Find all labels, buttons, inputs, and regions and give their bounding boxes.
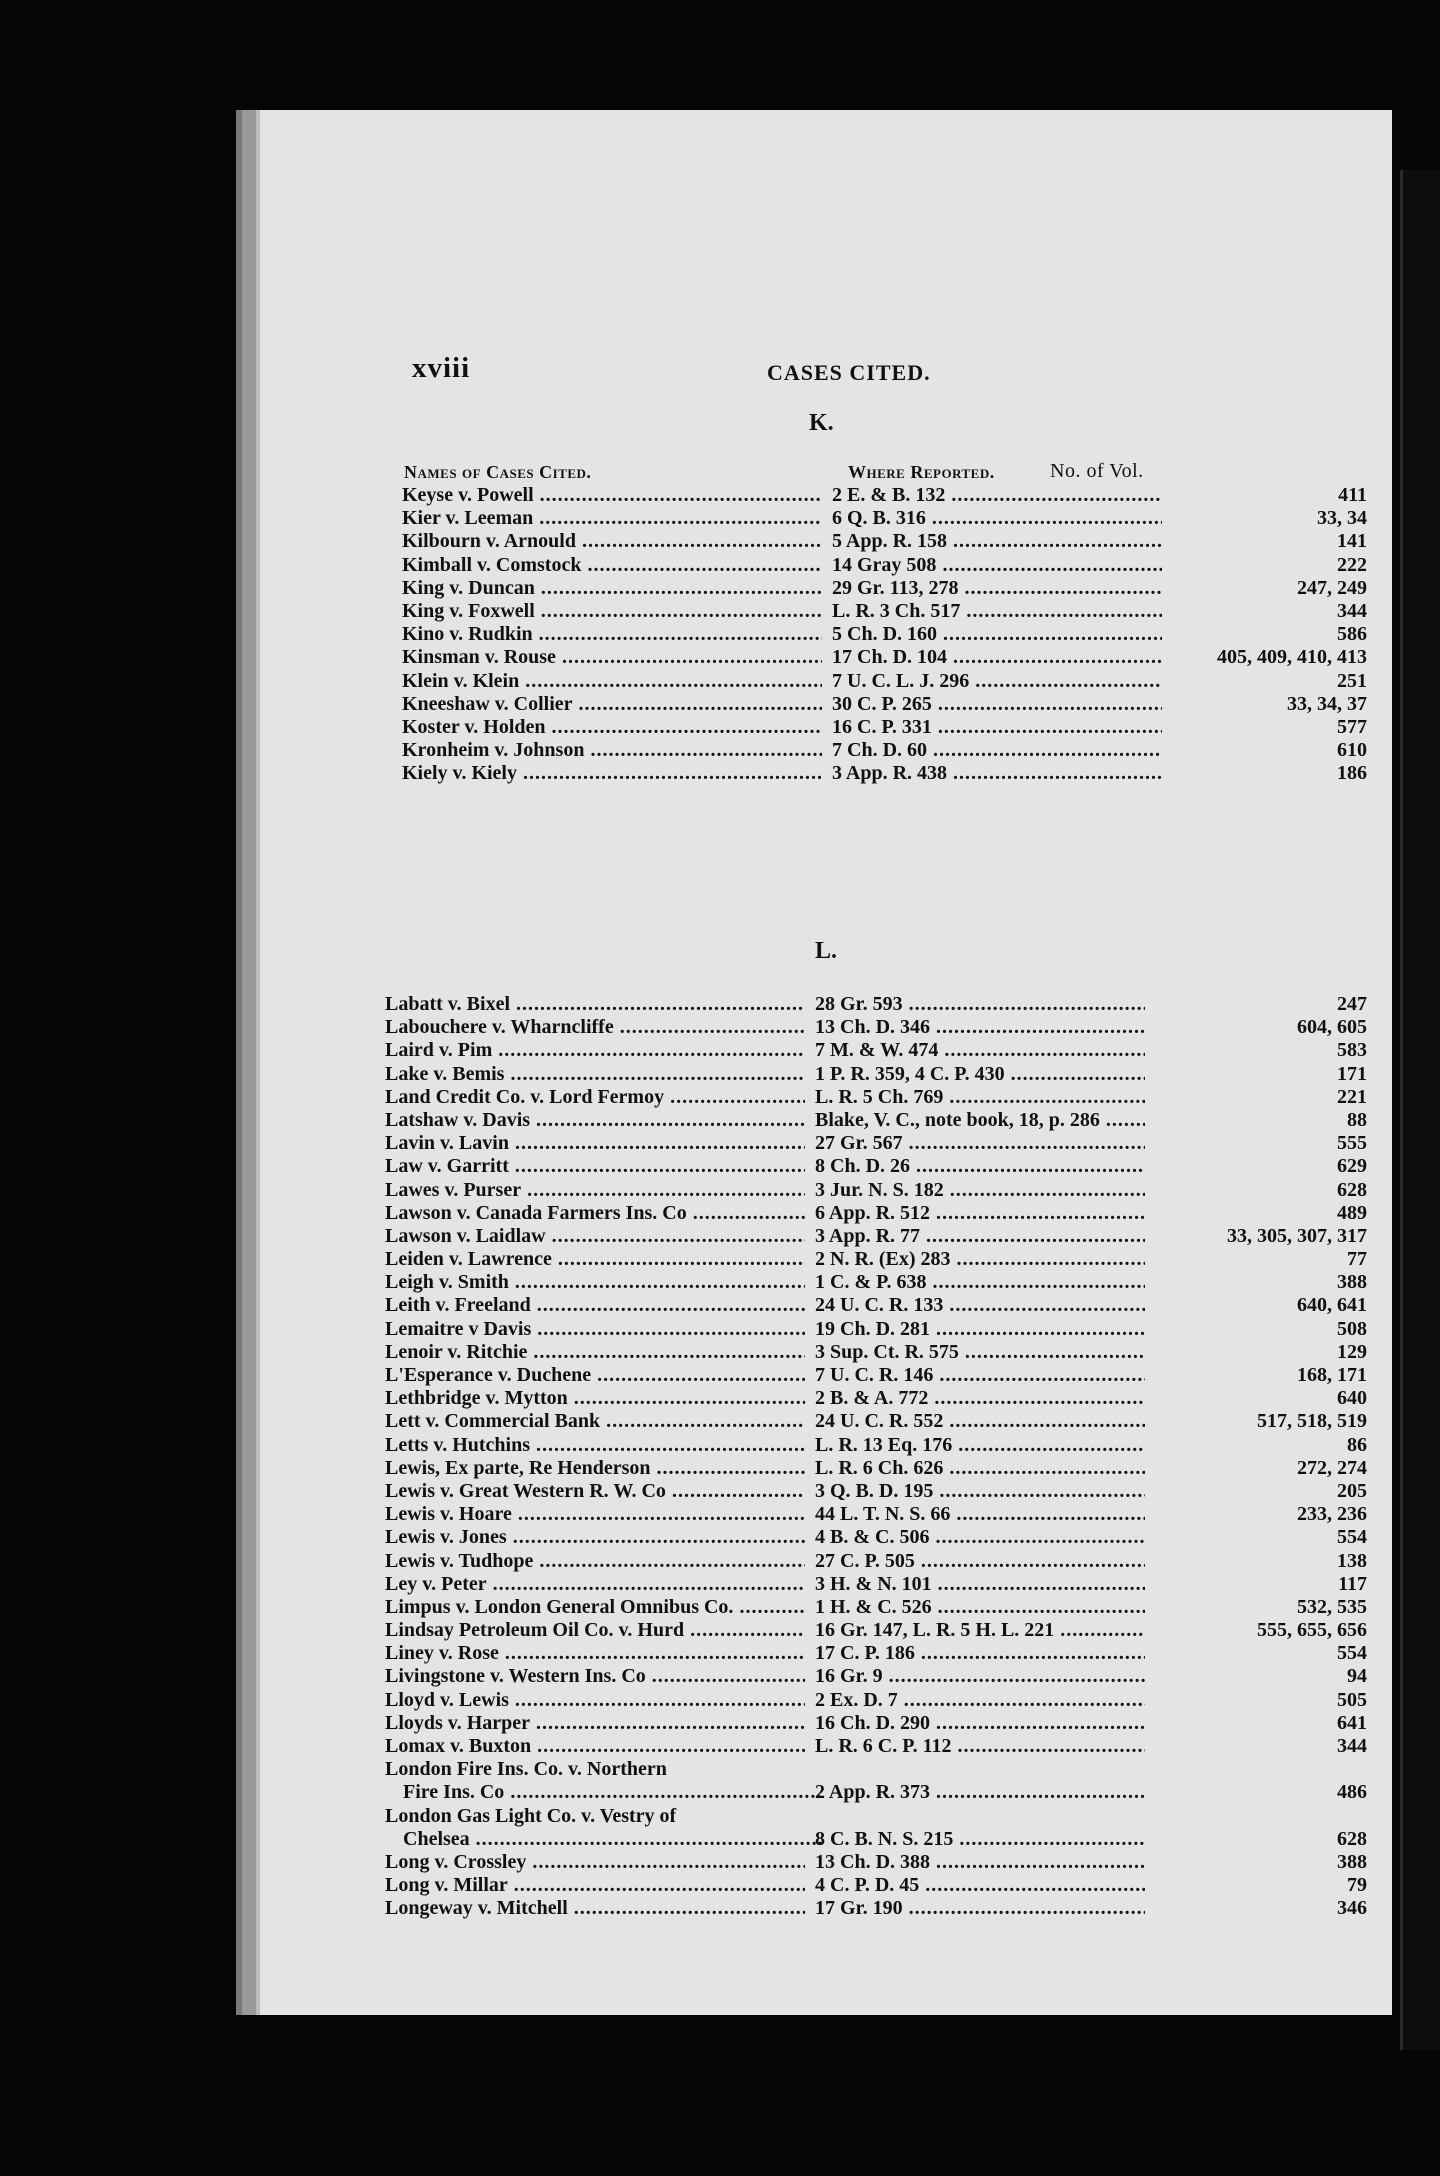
- volume-number: 388: [1337, 1850, 1367, 1873]
- volume-number: 205: [1337, 1479, 1367, 1502]
- where-reported: 16 Gr. 9 .....: [815, 1665, 1145, 1688]
- volume-number: 221: [1337, 1085, 1367, 1108]
- case-name: Kier v. Leeman .....: [402, 507, 822, 530]
- case-name: Kiely v. Kiely .....: [402, 762, 822, 785]
- case-name: Lewis v. Jones .....: [385, 1526, 805, 1549]
- running-title: CASES CITED.: [767, 360, 931, 385]
- running-head: [242, 352, 1392, 392]
- volume-number: 168, 171: [1297, 1364, 1367, 1386]
- table-row: [385, 1434, 1367, 1457]
- where-reported: 2 B. & A. 772 .....: [815, 1387, 1145, 1410]
- volume-number: 77: [1347, 1248, 1367, 1271]
- table-row: [385, 1758, 1367, 1781]
- table-row: [385, 1155, 1367, 1178]
- case-name: Liney v. Rose .....: [385, 1642, 805, 1665]
- table-row: [385, 1039, 1367, 1062]
- where-reported: L. R. 6 C. P. 112 .....: [815, 1735, 1145, 1758]
- where-reported: 2 App. R. 373 .....: [815, 1781, 1145, 1804]
- table-row: [402, 554, 1367, 577]
- volume-number: 344: [1337, 599, 1367, 622]
- case-name: Lavin v. Lavin .....: [385, 1132, 805, 1155]
- case-name: Lawson v. Canada Farmers Ins. Co .....: [385, 1202, 805, 1225]
- volume-number: 508: [1337, 1317, 1367, 1340]
- table-row: [385, 1364, 1367, 1387]
- case-name: Lenoir v. Ritchie .....: [385, 1341, 805, 1364]
- adjacent-page-edge: [1400, 170, 1440, 2050]
- case-name: Lewis v. Tudhope .....: [385, 1550, 805, 1573]
- where-reported: 3 H. & N. 101 .....: [815, 1573, 1145, 1596]
- volume-number: 141: [1337, 530, 1367, 553]
- where-reported: 1 H. & C. 526 .....: [815, 1596, 1145, 1619]
- table-row: [402, 646, 1367, 669]
- where-reported: 6 App. R. 512 .....: [815, 1202, 1145, 1225]
- volume-number: 186: [1337, 762, 1367, 785]
- volume-number: 628: [1337, 1827, 1367, 1850]
- case-name: Latshaw v. Davis .....: [385, 1109, 805, 1132]
- volume-number: 604, 605: [1297, 1016, 1367, 1039]
- table-row: [385, 1735, 1367, 1758]
- case-name: King v. Foxwell .....: [402, 600, 822, 623]
- case-name: Klein v. Klein .....: [402, 670, 822, 693]
- table-row: [385, 1132, 1367, 1155]
- table-row: [385, 1341, 1367, 1364]
- volume-number: 346: [1337, 1897, 1367, 1920]
- where-reported: L. R. 5 Ch. 769 .....: [815, 1086, 1145, 1109]
- volume-number: 272, 274: [1297, 1456, 1367, 1479]
- case-name: Lake v. Bemis .....: [385, 1063, 805, 1086]
- volume-number: 517, 518, 519: [1257, 1410, 1367, 1433]
- table-row: [385, 1526, 1367, 1549]
- volume-number: 88: [1347, 1108, 1367, 1131]
- case-name: Lloyd v. Lewis .....: [385, 1689, 805, 1712]
- table-row: [385, 1387, 1367, 1410]
- table-row: [385, 1851, 1367, 1874]
- case-name: Kilbourn v. Arnould .....: [402, 530, 822, 553]
- table-row: [385, 1294, 1367, 1317]
- case-name: Lomax v. Buxton .....: [385, 1735, 805, 1758]
- volume-number: 251: [1337, 669, 1367, 692]
- case-name: Lindsay Petroleum Oil Co. v. Hurd .....: [385, 1619, 805, 1642]
- where-reported: 7 U. C. L. J. 296 .....: [832, 670, 1162, 693]
- table-row: [385, 1689, 1367, 1712]
- volume-number: 94: [1347, 1665, 1367, 1688]
- where-reported: 14 Gray 508 .....: [832, 554, 1162, 577]
- volume-number: 411: [1338, 484, 1367, 506]
- case-name: Lethbridge v. Mytton .....: [385, 1387, 805, 1410]
- case-list-k: [402, 484, 1367, 785]
- where-reported: 7 M. & W. 474 .....: [815, 1039, 1145, 1062]
- case-name: Leith v. Freeland .....: [385, 1294, 805, 1317]
- table-row: [385, 1109, 1367, 1132]
- volume-number: 233, 236: [1297, 1503, 1367, 1526]
- case-name: Lewis v. Great Western R. W. Co .....: [385, 1480, 805, 1503]
- volume-number: 33, 305, 307, 317: [1227, 1224, 1367, 1247]
- where-reported: 44 L. T. N. S. 66 .....: [815, 1503, 1145, 1526]
- case-name: Chelsea .....: [385, 1828, 823, 1851]
- volume-number: 555: [1337, 1132, 1367, 1155]
- case-name: Kimball v. Comstock .....: [402, 554, 822, 577]
- volume-number: 505: [1337, 1688, 1367, 1711]
- case-name: Keyse v. Powell .....: [402, 484, 822, 507]
- where-reported: 5 App. R. 158 .....: [832, 530, 1162, 553]
- where-reported: 4 B. & C. 506 .....: [815, 1526, 1145, 1549]
- volume-number: 344: [1337, 1735, 1367, 1757]
- volume-number: 532, 535: [1297, 1595, 1367, 1618]
- table-row: [385, 1550, 1367, 1573]
- case-name: Lawson v. Laidlaw .....: [385, 1225, 805, 1248]
- case-name: Lewis v. Hoare .....: [385, 1503, 805, 1526]
- table-row: [402, 577, 1367, 600]
- table-row: [385, 1897, 1367, 1920]
- case-name: Kneeshaw v. Collier .....: [402, 693, 822, 716]
- table-row: [385, 1619, 1367, 1642]
- where-reported: 24 U. C. R. 133 .....: [815, 1294, 1145, 1317]
- table-row: [385, 1063, 1367, 1086]
- book-page: [236, 110, 1392, 2015]
- volume-number: 555, 655, 656: [1257, 1619, 1367, 1642]
- table-row: [385, 1457, 1367, 1480]
- where-reported: 30 C. P. 265 .....: [832, 693, 1162, 716]
- case-name: Lawes v. Purser .....: [385, 1179, 805, 1202]
- volume-number: 583: [1337, 1039, 1367, 1062]
- table-row: [402, 530, 1367, 553]
- case-name: Lemaitre v Davis .....: [385, 1318, 805, 1341]
- where-reported: 8 Ch. D. 26 .....: [815, 1155, 1145, 1178]
- table-row: [402, 623, 1367, 646]
- case-name: Lett v. Commercial Bank .....: [385, 1410, 805, 1433]
- table-row: [385, 1179, 1367, 1202]
- column-head-vol: No. of Vol.: [1050, 460, 1144, 482]
- table-row: [385, 1248, 1367, 1271]
- case-name: Koster v. Holden .....: [402, 716, 822, 739]
- table-row: [385, 1596, 1367, 1619]
- case-name: Limpus v. London General Omnibus Co. .....: [385, 1596, 805, 1619]
- case-name: Lewis, Ex parte, Re Henderson .....: [385, 1457, 805, 1480]
- where-reported: Blake, V. C., note book, 18, p. 286 .....: [815, 1109, 1145, 1132]
- volume-number: 171: [1337, 1062, 1367, 1085]
- where-reported: 16 Ch. D. 290 .....: [815, 1712, 1145, 1735]
- table-row: [402, 507, 1367, 530]
- table-row: [385, 1781, 1367, 1804]
- where-reported: 24 U. C. R. 552 .....: [815, 1410, 1145, 1433]
- column-head-names: Names of Cases Cited.: [404, 462, 592, 482]
- volume-number: 577: [1337, 715, 1367, 738]
- column-head-where: Where Reported.: [848, 462, 995, 482]
- case-name: Long v. Crossley .....: [385, 1851, 805, 1874]
- case-name: Leiden v. Lawrence .....: [385, 1248, 805, 1271]
- table-row: [385, 1016, 1367, 1039]
- table-row: [402, 762, 1367, 785]
- where-reported: 3 App. R. 438 .....: [832, 762, 1162, 785]
- section-letter-k: K.: [809, 410, 834, 436]
- where-reported: 17 C. P. 186 .....: [815, 1642, 1145, 1665]
- where-reported: 3 Q. B. D. 195 .....: [815, 1480, 1145, 1503]
- where-reported: 7 Ch. D. 60 .....: [832, 739, 1162, 762]
- where-reported: 6 Q. B. 316 .....: [832, 507, 1162, 530]
- where-reported: L. R. 13 Eq. 176 .....: [815, 1434, 1145, 1457]
- table-row: [385, 1503, 1367, 1526]
- case-name: London Fire Ins. Co. v. Northern: [385, 1758, 667, 1781]
- table-row: [402, 693, 1367, 716]
- volume-number: 33, 34, 37: [1287, 692, 1367, 715]
- where-reported: 27 Gr. 567 .....: [815, 1132, 1145, 1155]
- volume-number: 641: [1337, 1711, 1367, 1734]
- section-letter-l: L.: [815, 938, 838, 964]
- where-reported: 16 Gr. 147, L. R. 5 H. L. 221 .....: [815, 1619, 1145, 1642]
- page-content: [242, 110, 1392, 2015]
- case-name: Fire Ins. Co .....: [385, 1781, 823, 1804]
- table-row: [385, 1642, 1367, 1665]
- case-name: Law v. Garritt .....: [385, 1155, 805, 1178]
- volume-number: 129: [1337, 1340, 1367, 1363]
- volume-number: 405, 409, 410, 413: [1217, 646, 1367, 669]
- table-row: [402, 484, 1367, 507]
- case-name: Lloyds v. Harper .....: [385, 1712, 805, 1735]
- volume-number: 247, 249: [1297, 576, 1367, 599]
- table-row: [385, 993, 1367, 1016]
- case-name: Labatt v. Bixel .....: [385, 993, 805, 1016]
- case-name: L'Esperance v. Duchene .....: [385, 1364, 805, 1387]
- where-reported: 3 App. R. 77 .....: [815, 1225, 1145, 1248]
- where-reported: 19 Ch. D. 281 .....: [815, 1318, 1145, 1341]
- where-reported: 3 Jur. N. S. 182 .....: [815, 1179, 1145, 1202]
- where-reported: 28 Gr. 593 .....: [815, 993, 1145, 1016]
- where-reported: L. R. 6 Ch. 626 .....: [815, 1457, 1145, 1480]
- table-row: [402, 600, 1367, 623]
- case-name: Kinsman v. Rouse .....: [402, 646, 822, 669]
- where-reported: L. R. 3 Ch. 517 .....: [832, 600, 1162, 623]
- table-row: [385, 1665, 1367, 1688]
- case-name: Labouchere v. Wharncliffe .....: [385, 1016, 805, 1039]
- table-row: [385, 1805, 1367, 1828]
- case-name: Land Credit Co. v. Lord Fermoy .....: [385, 1086, 805, 1109]
- case-name: Kronheim v. Johnson .....: [402, 739, 822, 762]
- volume-number: 640, 641: [1297, 1294, 1367, 1317]
- where-reported: 8 C. B. N. S. 215 .....: [815, 1828, 1145, 1851]
- where-reported: 7 U. C. R. 146 .....: [815, 1364, 1145, 1387]
- where-reported: 16 C. P. 331 .....: [832, 716, 1162, 739]
- where-reported: 1 C. & P. 638 .....: [815, 1271, 1145, 1294]
- where-reported: 13 Ch. D. 346 .....: [815, 1016, 1145, 1039]
- table-row: [385, 1828, 1367, 1851]
- table-row: [402, 716, 1367, 739]
- case-list-l: [385, 993, 1367, 1921]
- table-row: [385, 1202, 1367, 1225]
- case-name: Ley v. Peter .....: [385, 1573, 805, 1596]
- table-row: [385, 1086, 1367, 1109]
- volume-number: 222: [1337, 553, 1367, 576]
- case-name: Livingstone v. Western Ins. Co .....: [385, 1665, 805, 1688]
- volume-number: 388: [1337, 1271, 1367, 1294]
- table-row: [385, 1573, 1367, 1596]
- table-row: [385, 1318, 1367, 1341]
- volume-number: 610: [1337, 739, 1367, 762]
- case-name: Laird v. Pim .....: [385, 1039, 805, 1062]
- where-reported: 13 Ch. D. 388 .....: [815, 1851, 1145, 1874]
- table-row: [385, 1271, 1367, 1294]
- where-reported: 4 C. P. D. 45 .....: [815, 1874, 1145, 1897]
- volume-number: 247: [1337, 993, 1367, 1015]
- where-reported: 2 N. R. (Ex) 283 .....: [815, 1248, 1145, 1271]
- volume-number: 138: [1337, 1549, 1367, 1572]
- table-row: [385, 1480, 1367, 1503]
- table-row: [402, 670, 1367, 693]
- volume-number: 33, 34: [1317, 507, 1367, 530]
- where-reported: 2 E. & B. 132 .....: [832, 484, 1162, 507]
- case-name: Kino v. Rudkin .....: [402, 623, 822, 646]
- volume-number: 486: [1337, 1781, 1367, 1804]
- case-name: Longeway v. Mitchell .....: [385, 1897, 805, 1920]
- where-reported: 27 C. P. 505 .....: [815, 1550, 1145, 1573]
- table-row: [385, 1874, 1367, 1897]
- table-row: [385, 1410, 1367, 1433]
- volume-number: 117: [1338, 1572, 1367, 1595]
- table-row: [385, 1225, 1367, 1248]
- case-name: London Gas Light Co. v. Vestry of: [385, 1804, 677, 1827]
- case-name: King v. Duncan .....: [402, 577, 822, 600]
- where-reported: 3 Sup. Ct. R. 575 .....: [815, 1341, 1145, 1364]
- where-reported: 17 Ch. D. 104 .....: [832, 646, 1162, 669]
- table-row: [402, 739, 1367, 762]
- where-reported: 29 Gr. 113, 278 .....: [832, 577, 1162, 600]
- case-name: Letts v. Hutchins .....: [385, 1434, 805, 1457]
- volume-number: 586: [1337, 623, 1367, 646]
- case-name: Long v. Millar .....: [385, 1874, 805, 1897]
- volume-number: 489: [1337, 1201, 1367, 1224]
- table-row: [385, 1712, 1367, 1735]
- case-name: Leigh v. Smith .....: [385, 1271, 805, 1294]
- where-reported: 17 Gr. 190 .....: [815, 1897, 1145, 1920]
- volume-number: 554: [1337, 1526, 1367, 1549]
- volume-number: 629: [1337, 1155, 1367, 1178]
- page-number: xviii: [412, 352, 471, 384]
- volume-number: 554: [1337, 1642, 1367, 1665]
- volume-number: 79: [1347, 1874, 1367, 1897]
- where-reported: 5 Ch. D. 160 .....: [832, 623, 1162, 646]
- where-reported: 1 P. R. 359, 4 C. P. 430 .....: [815, 1063, 1145, 1086]
- volume-number: 640: [1337, 1387, 1367, 1410]
- volume-number: 86: [1347, 1433, 1367, 1456]
- where-reported: 2 Ex. D. 7 .....: [815, 1689, 1145, 1712]
- volume-number: 628: [1337, 1178, 1367, 1201]
